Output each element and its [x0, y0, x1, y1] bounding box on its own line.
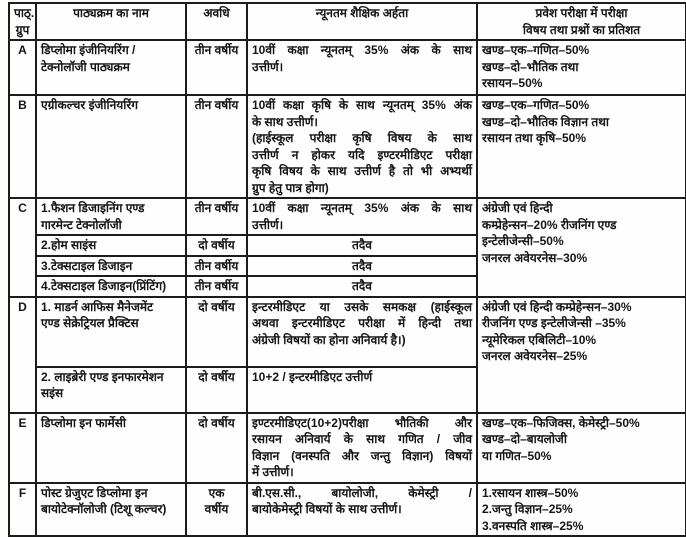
text-line: 10वीं कक्षा न्यूनतम् 35% अंक के साथ [252, 43, 472, 57]
text-line: टेक्नोलॉजी पाठ्यक्रम [41, 59, 130, 74]
course-cell [36, 256, 186, 277]
duration-cell: दो वर्षीय [186, 235, 247, 256]
duration-cell: तीन वर्षीय [186, 256, 247, 277]
text-line: कम्प्रेहेन्सन–20% रीजनिंग एण्ड [482, 217, 617, 232]
exam-cell [477, 95, 686, 198]
text-line: बायोटेक्नॉलोजी (टिशू कल्चर) [41, 502, 167, 516]
exam-cell [477, 198, 686, 297]
text-line: डिप्लोमा इन फार्मेसी [41, 415, 126, 430]
text-line: 4.टेक्सटाइल डिजाइन(प्रिंटिंग) [41, 279, 167, 293]
group-cell: D [9, 297, 36, 413]
header-course: पाठ्यक्रम का नाम [36, 3, 186, 40]
qualification-cell: तदैव [247, 256, 477, 277]
duration-cell: तीन वर्षीय [186, 276, 247, 297]
text-line: खण्ड–दो–बायलोजी [482, 432, 567, 446]
text-line: 10वीं कक्षा न्यूनतम् 35% अंक के साथ [252, 201, 472, 215]
course-cell [36, 276, 186, 297]
text-line: इन्टेलीजेन्सी–50% [482, 234, 564, 248]
header-exam [477, 3, 686, 40]
text-line: के साथ उत्तीर्ण। [252, 114, 318, 129]
text-line: इण्टरमीडिएट(10+2)परीक्षा भौतिकी और [252, 415, 472, 430]
text-line: रीजनिंग एण्ड इन्टेलीजेन्सी –35% [482, 316, 626, 330]
table-row-b [9, 95, 686, 198]
text-line: रसायन अनिवार्य के साथ गणित / जीव [252, 432, 472, 446]
group-cell: C [9, 198, 36, 297]
exam-cell [477, 297, 686, 413]
header-qualification: न्यूनतम शैक्षिक अर्हता [247, 3, 477, 40]
qualification-cell [247, 367, 477, 413]
group-cell: F [9, 483, 36, 537]
text-line: 1. माडर्न आफिस मैनेजमेंट [41, 299, 154, 314]
header-exam-line1: प्रवेश परीक्षा में परीक्षा [535, 6, 628, 20]
qualification-cell [247, 413, 477, 483]
qualification-cell [247, 483, 477, 537]
table-row-e [9, 413, 686, 483]
duration-cell: दो वर्षीय [186, 297, 247, 367]
text-line: बायोकेमेस्ट्री विषयों के साथ उत्तीर्ण। [252, 502, 402, 516]
course-cell [36, 297, 186, 367]
text-line: 1.फैशन डिजाइनिंग एण्ड [41, 201, 145, 215]
text-line: 2. लाइब्रेरी एण्ड इनफारमेशन [41, 369, 164, 384]
header-group-line2: ग्रुप [15, 22, 30, 37]
text-line: रसायन तथा कृषि–50% [482, 131, 586, 145]
text-line: या गणित–50% [482, 448, 552, 463]
group-cell: B [9, 95, 36, 198]
text-line: 10+2 / इन्टरमीडिएट उत्तीर्ण [252, 369, 373, 384]
text-line: 2.होम साइंस [41, 238, 97, 252]
course-cell [36, 413, 186, 483]
exam-cell [477, 413, 686, 483]
course-cell [36, 95, 186, 198]
text-line: डिप्लोमा इंजीनियरिंग / [41, 43, 136, 57]
course-table [8, 2, 686, 537]
course-cell [36, 198, 186, 235]
text-line: खण्ड–एक–गणित–50% [482, 43, 590, 57]
course-cell [36, 483, 186, 537]
text-line: अंग्रेजी एवं हिन्दी [482, 201, 553, 215]
course-cell [36, 235, 186, 256]
qualification-cell [247, 198, 477, 235]
text-line: कृषि विषय के साथ उत्तीर्ण है तो भी अभ्यर्थी [252, 164, 472, 178]
text-line: अंग्रेजी विषयों का होना अनिवार्य है।) [252, 332, 406, 347]
header-duration: अवधि [186, 3, 247, 40]
duration-cell: दो वर्षीय [186, 413, 247, 483]
course-cell [36, 40, 186, 95]
exam-cell [477, 40, 686, 95]
duration-cell: तीन वर्षीय [186, 40, 247, 95]
text-line: अथवा इन्टरमीडिएट परीक्षा में हिन्दी तथा [252, 316, 472, 330]
text-line: उत्तीर्ण। [252, 59, 284, 74]
table-row-d1 [9, 297, 686, 367]
text-line: जनरल अवेयरनेस–25% [482, 349, 588, 363]
duration-cell: तीन वर्षीय [186, 198, 247, 235]
qualification-cell [247, 297, 477, 367]
text-line: ग्रुप हेतु पात्र होगा) [252, 180, 329, 195]
exam-cell [477, 483, 686, 537]
text-line: 3.टेक्सटाइल डिजाइन [41, 258, 133, 273]
text-line: एग्रीकल्चर इंजीनियरिंग [41, 98, 138, 112]
text-line: पोस्ट ग्रेजुएट डिप्लोमा इन [41, 485, 148, 500]
text-line: खण्ड–दो–भौतिक तथा [482, 59, 579, 74]
text-line: 3.वनस्पति शास्त्र–25% [482, 518, 584, 533]
duration-cell [186, 483, 247, 537]
text-line: 10वीं कक्षा कृषि के साथ न्यूनतम् 35% अंक [252, 98, 472, 112]
text-line: बी.एस.सी., बायोलोजी, केमेस्ट्री / [252, 485, 472, 500]
text-line: 1.रसायन शास्त्र–50% [482, 485, 579, 500]
text-line: न्यूमेरिकल एबिलिटी–10% [482, 332, 597, 347]
text-line: एण्ड सेक्रेट्रियल प्रैक्टिस [41, 316, 139, 330]
group-cell: A [9, 40, 36, 95]
scanned-course-table-page [0, 2, 686, 533]
qualification-cell: तदैव [247, 276, 477, 297]
text-line: एक [208, 485, 225, 500]
qualification-cell [247, 40, 477, 95]
text-line: खण्ड–एक–फिजिक्स, केमेस्ट्री–50% [482, 415, 640, 430]
group-cell: E [9, 413, 36, 483]
table-row-c1 [9, 198, 686, 235]
text-line: सइंस [41, 386, 64, 400]
header-group [9, 3, 36, 40]
duration-cell: दो वर्षीय [186, 367, 247, 413]
table-row-f [9, 483, 686, 537]
text-line: इन्टरमीडिएट या उसके समकक्ष (हाईस्कूल [252, 299, 472, 314]
header-group-line1: पाठ्. [14, 6, 35, 20]
qualification-cell: तदैव [247, 235, 477, 256]
text-line: विज्ञान (वनस्पति और जन्तु विज्ञान) विषयों [252, 448, 472, 463]
duration-cell: तीन वर्षीय [186, 95, 247, 198]
header-exam-line2: विषय तथा प्रश्नों का प्रतिशत [522, 22, 641, 37]
header-row [9, 3, 686, 40]
table-row-a [9, 40, 686, 95]
text-line: उत्तीर्ण न होकर यदि इण्टरमीडिएट परीक्षा [252, 147, 472, 162]
text-line: गारमेन्ट टेक्नोलॉजी [41, 217, 122, 232]
text-line: 2.जन्तु विज्ञान–25% [482, 502, 573, 516]
text-line: खण्ड–दो–भौतिक विज्ञान तथा [482, 114, 609, 129]
text-line: खण्ड–एक–गणित–50% [482, 98, 590, 112]
text-line: उत्तीर्ण। [252, 217, 284, 232]
text-line: (हाईस्कूल परीक्षा कृषि विषय के साथ [252, 131, 472, 145]
text-line: में उत्तीर्ण। [252, 465, 294, 479]
text-line: वर्षीय [204, 502, 229, 516]
text-line: रसायन–50% [482, 76, 543, 90]
qualification-cell [247, 95, 477, 198]
text-line: जनरल अवेयरनेस–30% [482, 250, 588, 265]
text-line: अंग्रेजी एवं हिन्दी कम्प्रेहेन्सन–30% [482, 299, 632, 314]
course-cell [36, 367, 186, 413]
